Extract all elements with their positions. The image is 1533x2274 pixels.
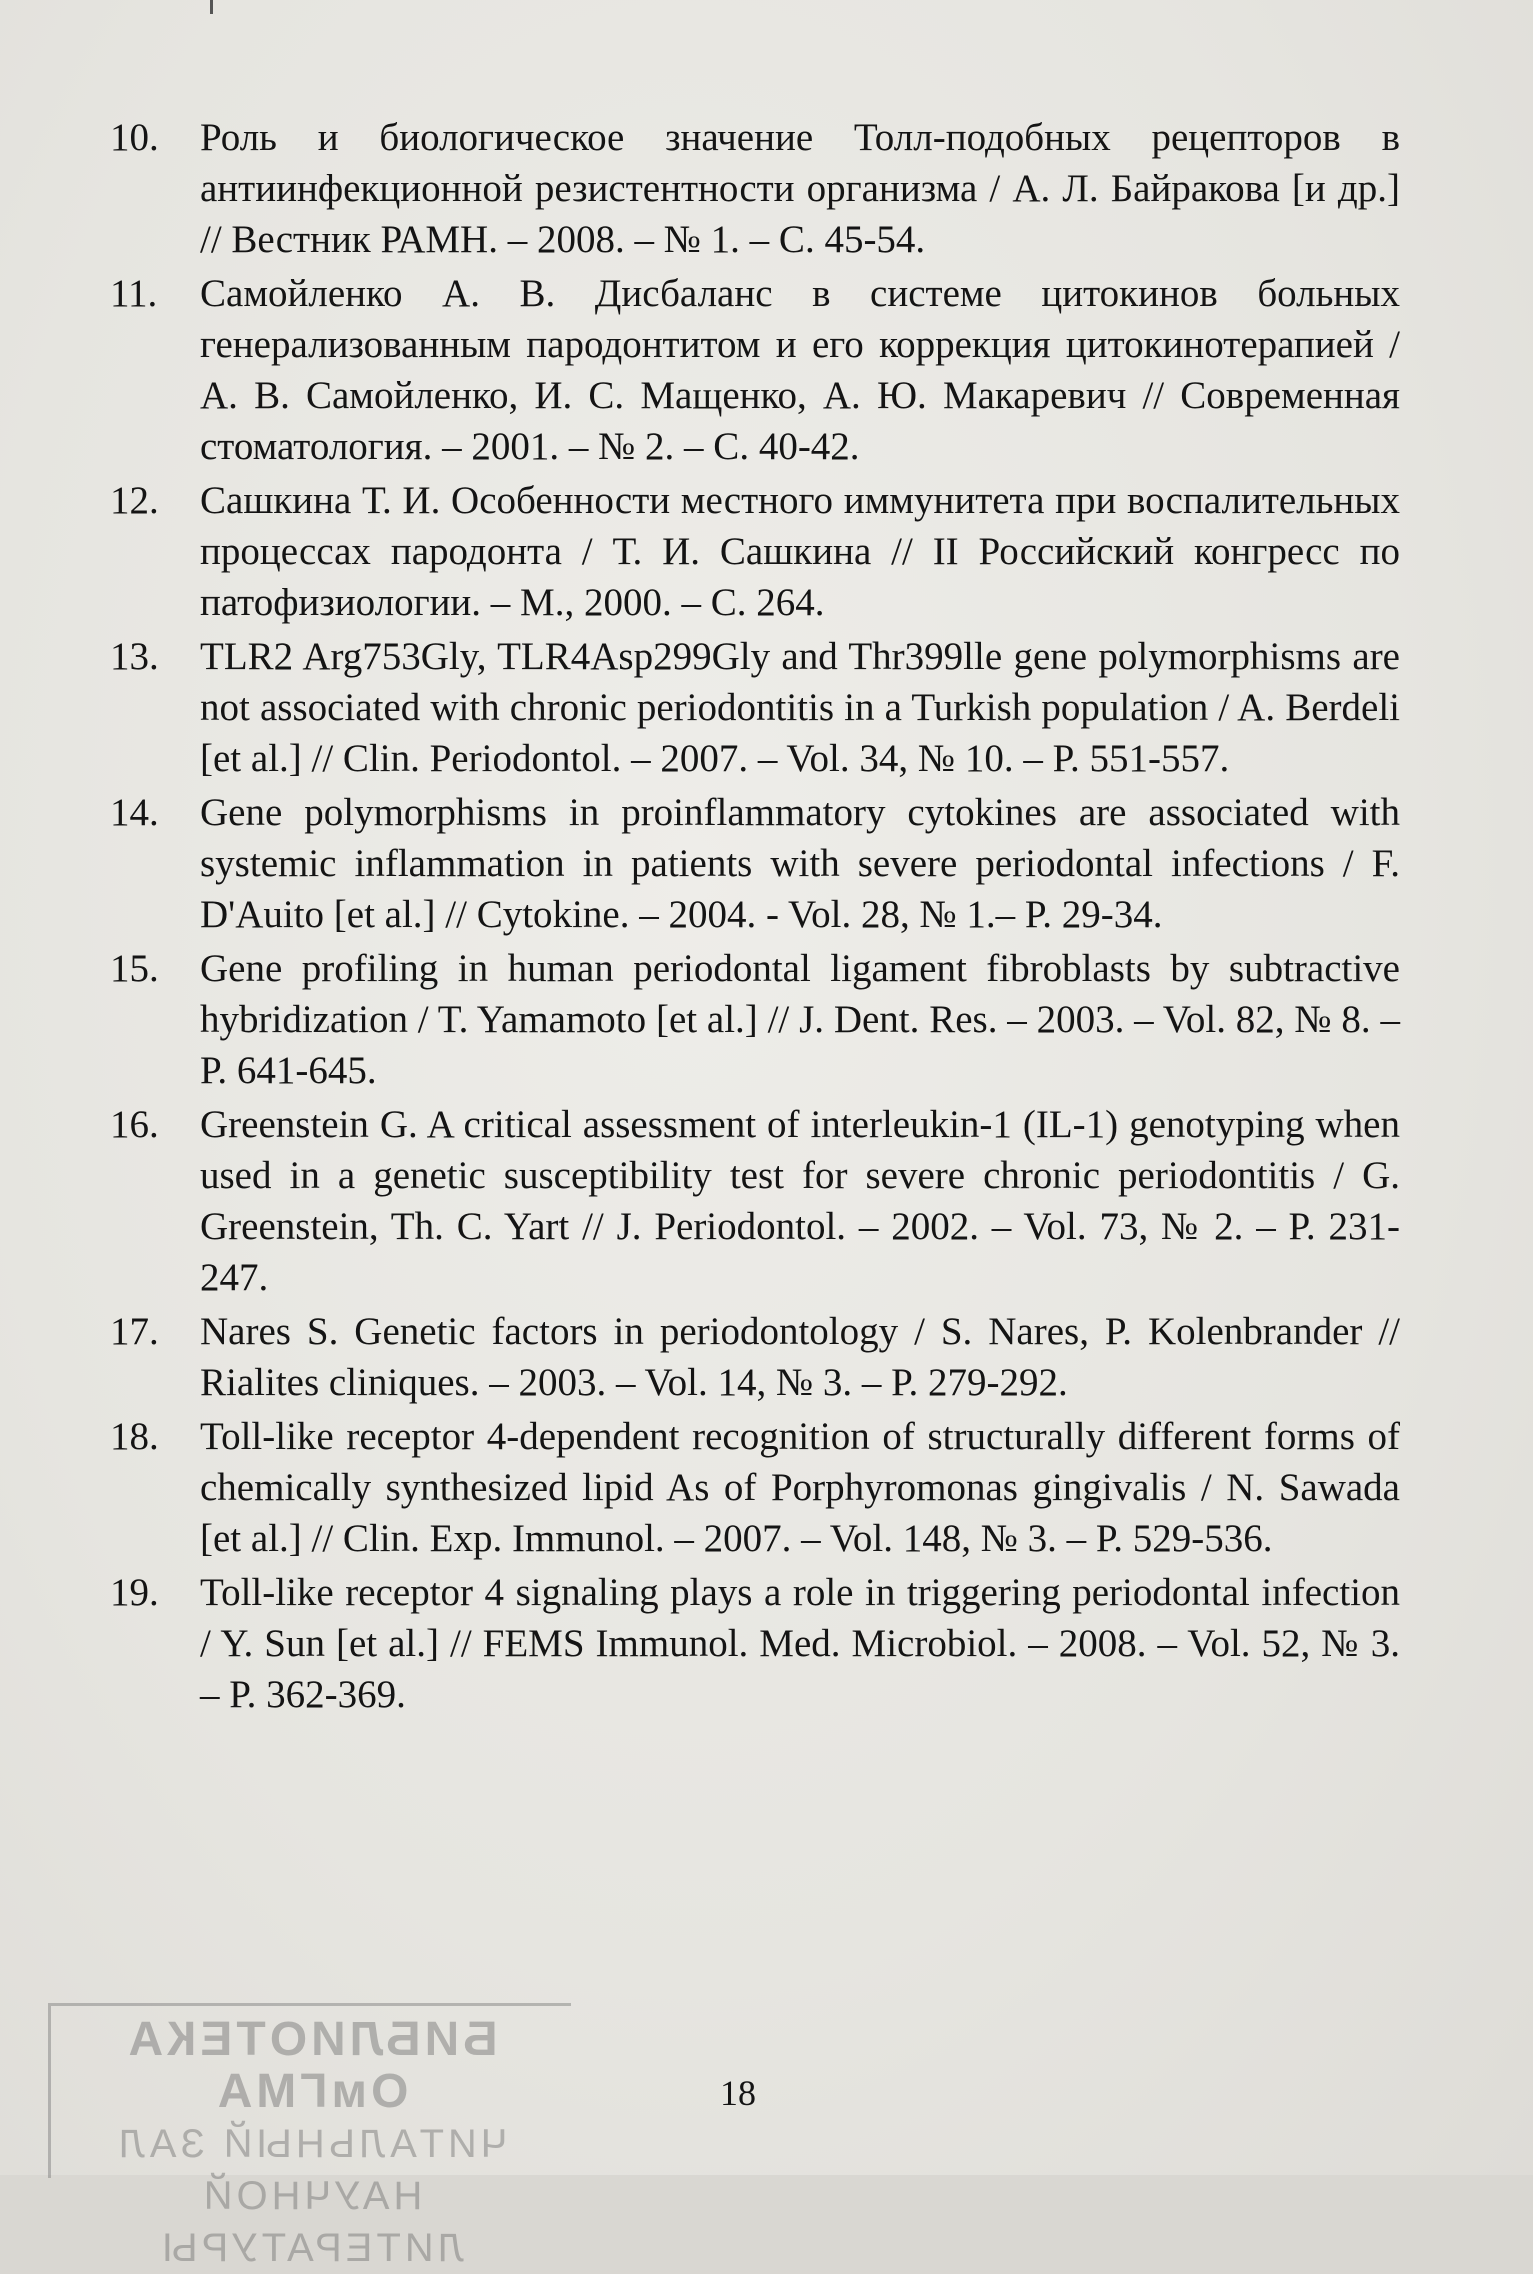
- reference-text: Toll-like receptor 4 signaling plays a role in triggering periodontal infection / Y. Sun [et al.] // FEMS Immunol. Med. Microbiol. – 2008. – Vol. 52, № 3. – P. 362-369.: [200, 1571, 1400, 1716]
- reference-item: [110, 1099, 1400, 1303]
- page-number: 18: [720, 2073, 756, 2113]
- stamp-line-library: БИБЛИОТЕКА ОмГМА: [124, 2013, 498, 2118]
- reference-item: [110, 1306, 1400, 1408]
- reference-item: [110, 943, 1400, 1096]
- reference-text: Сашкина Т. И. Особенности местного иммунитета при воспалительных процессах пародонта / Т. И. Сашкина // II Российский конгресс по патофизиологии. – М., 2000. – С. 264.: [200, 479, 1400, 624]
- reference-number: 13.: [110, 635, 159, 678]
- library-stamp-bleedthrough: [48, 2003, 571, 2270]
- reference-item: [110, 112, 1400, 265]
- reference-item: [110, 1567, 1400, 1720]
- reference-number: 19.: [110, 1571, 159, 1614]
- library-stamp-text: [61, 2014, 561, 2274]
- reference-text: TLR2 Arg753Gly, TLR4Asp299Gly and Thr399lle gene polymorphisms are not associated with chronic periodontitis in a Turkish population / A. Berdeli [et al.] // Clin. Periodontol. – 2007. – Vol. 34, № 10. – P. 551-557.: [200, 635, 1400, 780]
- reference-text: Роль и биологическое значение Толл-подобных рецепторов в антиинфекционной резистентности организма / А. Л. Байракова [и др.] // Вестник РАМН. – 2008. – № 1. – С. 45-54.: [200, 116, 1400, 261]
- reference-text: Nares S. Genetic factors in periodontology / S. Nares, P. Kolenbrander // Rialites cliniques. – 2003. – Vol. 14, № 3. – P. 279-292.: [200, 1310, 1400, 1404]
- stamp-line-reading-room: ЧИТАЛЬНЫЙ ЗАЛ: [114, 2122, 508, 2166]
- reference-number: 18.: [110, 1415, 159, 1458]
- stamp-line-scientific-literature: НАУЧНОЙ ЛИТЕРАТУРЫ: [158, 2174, 464, 2270]
- reference-item: [110, 1411, 1400, 1564]
- reference-number: 16.: [110, 1103, 159, 1146]
- reference-item: [110, 631, 1400, 784]
- reference-number: 12.: [110, 479, 159, 522]
- reference-number: 15.: [110, 947, 159, 990]
- reference-item: [110, 475, 1400, 628]
- reference-number: 14.: [110, 791, 159, 834]
- reference-text: Greenstein G. A critical assessment of interleukin-1 (IL-1) genotyping when used in a genetic susceptibility test for severe chronic periodontitis / G. Greenstein, Th. C. Yart // J. Periodontol. – 2002. – Vol. 73, № 2. – P. 231-247.: [200, 1103, 1400, 1299]
- scan-mark: [210, 0, 213, 14]
- reference-text: Самойленко А. В. Дисбаланс в системе цитокинов больных генерализованным пародонтитом и его коррекция цитокинотерапией / А. В. Самойленко, И. С. Мащенко, А. Ю. Макаревич // Современная стоматология. – 2001. – № 2. – С. 40-42.: [200, 272, 1400, 468]
- reference-text: Gene polymorphisms in proinflammatory cytokines are associated with systemic inflammation in patients with severe periodontal infections / F. D'Auito [et al.] // Cytokine. – 2004. - Vol. 28, № 1.– P. 29-34.: [200, 791, 1400, 936]
- reference-list: [110, 112, 1400, 1723]
- reference-number: 17.: [110, 1310, 159, 1353]
- reference-text: Toll-like receptor 4-dependent recognition of structurally different forms of chemically synthesized lipid As of Porphyromonas gingivalis / N. Sawada [et al.] // Clin. Exp. Immunol. – 2007. – Vol. 148, № 3. – P. 529-536.: [200, 1415, 1400, 1560]
- reference-item: [110, 787, 1400, 940]
- reference-text: Gene profiling in human periodontal ligament fibroblasts by subtractive hybridization / T. Yamamoto [et al.] // J. Dent. Res. – 2003. – Vol. 82, № 8. – P. 641-645.: [200, 947, 1400, 1092]
- reference-item: [110, 268, 1400, 472]
- reference-number: 11.: [110, 272, 158, 315]
- reference-number: 10.: [110, 116, 159, 159]
